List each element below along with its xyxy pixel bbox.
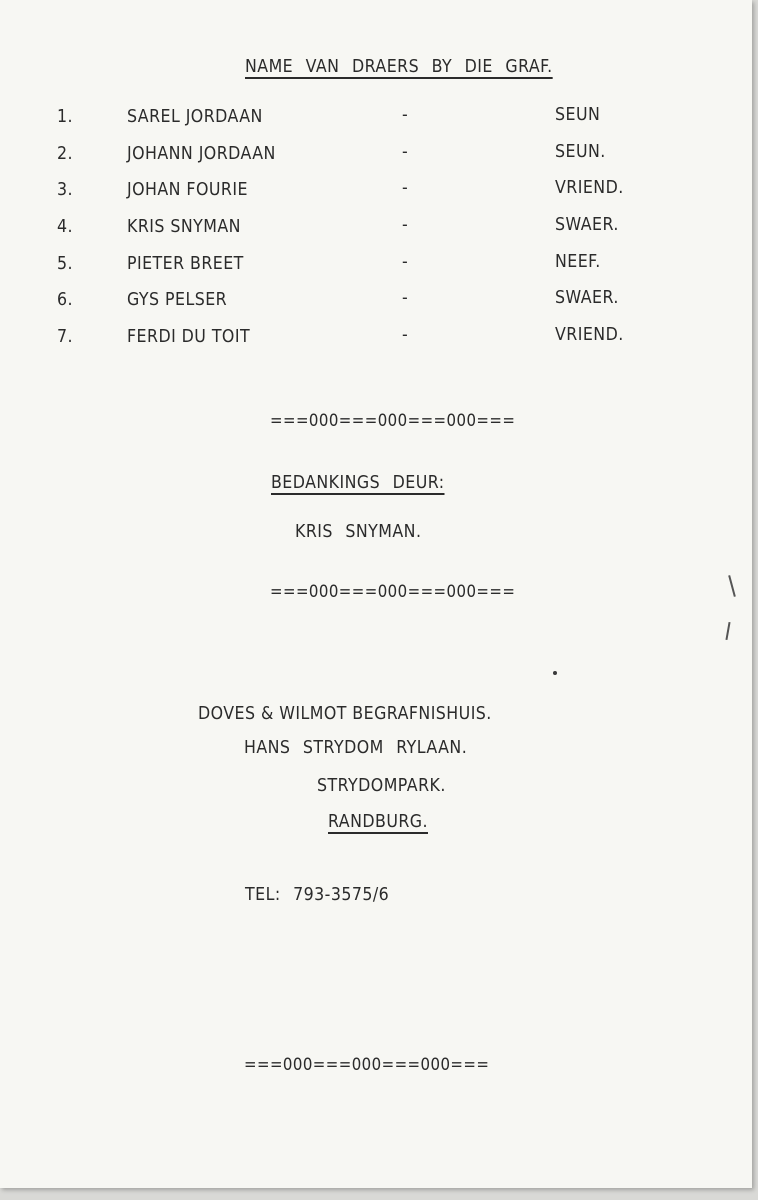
bearer-number: 6. bbox=[57, 289, 74, 310]
bearer-name: GYS PELSER bbox=[127, 289, 228, 310]
bearer-number: 3. bbox=[57, 179, 74, 200]
bearer-number: 2. bbox=[57, 143, 74, 164]
bearer-relation: NEEF. bbox=[555, 251, 601, 272]
bearer-relation: SEUN. bbox=[555, 141, 606, 162]
bearer-dash: - bbox=[402, 214, 409, 235]
bearer-relation: VRIEND. bbox=[555, 177, 624, 198]
funeral-home-name: DOVES & WILMOT BEGRAFNISHUIS. bbox=[198, 703, 492, 724]
separator-line: ===000===000===000=== bbox=[270, 411, 516, 431]
paper-speck bbox=[553, 671, 557, 675]
funeral-home-city: RANDBURG. bbox=[328, 811, 428, 832]
bearer-dash: - bbox=[402, 324, 409, 345]
paper-edge-mark bbox=[725, 622, 730, 640]
bearer-relation: VRIEND. bbox=[555, 324, 624, 345]
bearer-dash: - bbox=[402, 141, 409, 162]
bearer-dash: - bbox=[402, 104, 409, 125]
bearer-name: PIETER BREET bbox=[127, 253, 244, 274]
funeral-home-street: HANS STRYDOM RYLAAN. bbox=[244, 737, 468, 758]
bearer-name: KRIS SNYMAN bbox=[127, 216, 241, 237]
bearer-number: 1. bbox=[57, 106, 74, 127]
bearer-relation: SWAER. bbox=[555, 287, 619, 308]
funeral-home-suburb: STRYDOMPARK. bbox=[317, 775, 446, 796]
bearer-name: FERDI DU TOIT bbox=[127, 326, 251, 347]
bearer-number: 5. bbox=[57, 253, 74, 274]
bearer-dash: - bbox=[402, 287, 409, 308]
thanks-name: KRIS SNYMAN. bbox=[295, 521, 422, 542]
separator-line: ===000===000===000=== bbox=[270, 582, 516, 602]
bearer-relation: SWAER. bbox=[555, 214, 619, 235]
bearer-name: JOHANN JORDAAN bbox=[127, 143, 276, 164]
bearer-name: JOHAN FOURIE bbox=[127, 179, 248, 200]
bearers-heading: NAME VAN DRAERS BY DIE GRAF. bbox=[245, 56, 553, 77]
bearer-name: SAREL JORDAAN bbox=[127, 106, 263, 127]
bearer-relation: SEUN bbox=[555, 104, 601, 125]
bearer-number: 4. bbox=[57, 216, 74, 237]
telephone: TEL: 793-3575/6 bbox=[245, 884, 390, 905]
bearer-number: 7. bbox=[57, 326, 74, 347]
bearer-dash: - bbox=[402, 177, 409, 198]
separator-line: ===000===000===000=== bbox=[244, 1055, 490, 1075]
thanks-heading: BEDANKINGS DEUR: bbox=[271, 472, 445, 493]
paper-edge-mark bbox=[728, 575, 736, 597]
bearer-dash: - bbox=[402, 251, 409, 272]
